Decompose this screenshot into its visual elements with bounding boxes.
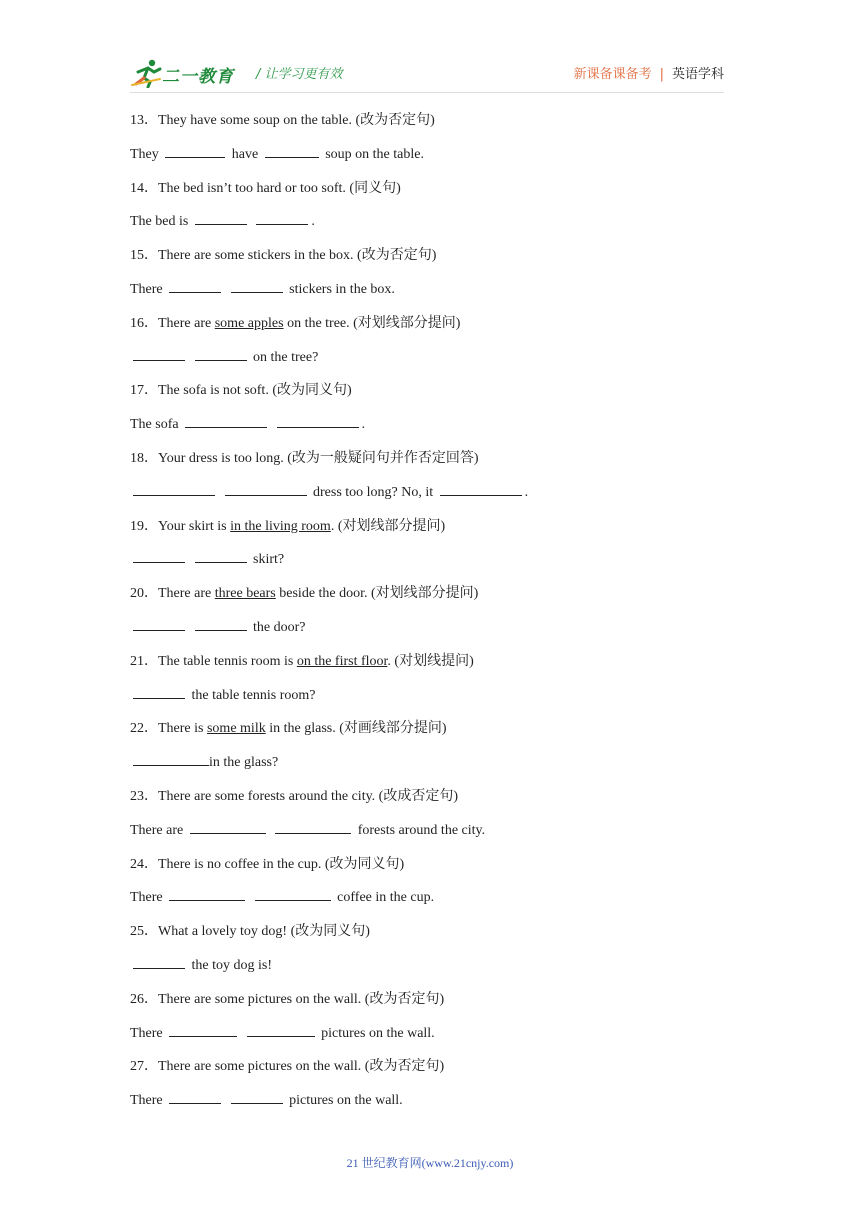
text-segment: 15．There are some stickers in the box. (改为否定句): [130, 248, 437, 264]
logo-text: 二一教育: [162, 67, 234, 87]
header-separator: |: [659, 67, 664, 82]
question-line: [130, 244, 730, 278]
text-segment: 13．They have some soup on the table. (改为否定句): [130, 113, 435, 128]
text-segment: on the tree?: [253, 349, 319, 365]
text-segment: The sofa: [130, 417, 179, 433]
text-segment: have: [231, 146, 259, 162]
text-segment: the toy dog is!: [191, 957, 272, 973]
slogan: / 让学习更有效: [256, 67, 343, 82]
answer-blank[interactable]: [231, 1089, 283, 1104]
text-segment: the table tennis room?: [191, 687, 316, 703]
question-line: [130, 582, 730, 616]
question-line: [130, 515, 730, 549]
answer-line: [130, 751, 730, 785]
underlined-phrase: some apples: [214, 315, 284, 331]
text-segment: 23．There are some forests around the city. (改成否定句): [130, 788, 458, 804]
text-segment: There are: [130, 822, 184, 838]
page-header: [130, 58, 724, 88]
answer-blank[interactable]: [440, 481, 522, 496]
text-segment: pictures on the wall.: [289, 1093, 403, 1109]
text-segment: 19．Your skirt is: [130, 518, 231, 534]
answer-line: [130, 413, 730, 447]
text-segment: the door?: [253, 619, 306, 635]
text-segment: There: [130, 1025, 163, 1041]
header-divider: [130, 92, 724, 93]
text-segment: forests around the city.: [357, 822, 486, 838]
text-segment: . (对划线提问): [387, 653, 474, 669]
answer-line: [130, 346, 730, 380]
answer-line: [130, 684, 730, 718]
question-line: [130, 1055, 730, 1089]
answer-blank[interactable]: [265, 143, 319, 158]
underlined-phrase: in the living room: [230, 518, 331, 534]
answer-blank[interactable]: [255, 886, 331, 901]
text-segment: 16．There are: [130, 315, 215, 331]
answer-blank[interactable]: [190, 819, 266, 834]
text-segment: There: [130, 890, 163, 906]
answer-blank[interactable]: [169, 278, 221, 293]
answer-line: [130, 616, 730, 650]
answer-blank[interactable]: [133, 954, 185, 969]
answer-line: [130, 886, 730, 920]
text-segment: on the tree. (对划线部分提问): [283, 315, 461, 331]
answer-blank[interactable]: [225, 481, 307, 496]
answer-line: [130, 481, 730, 515]
answer-blank[interactable]: [275, 819, 351, 834]
underlined-phrase: some milk: [206, 721, 266, 737]
text-segment: 18．Your dress is too long. (改为一般疑问句并作否定回答): [130, 450, 479, 466]
answer-line: [130, 143, 730, 177]
text-segment: 27．There are some pictures on the wall. (改为否定句): [130, 1059, 445, 1075]
text-segment: .: [361, 417, 366, 433]
answer-blank[interactable]: [169, 1022, 237, 1037]
answer-blank[interactable]: [277, 413, 359, 428]
answer-line: [130, 819, 730, 853]
question-line: [130, 447, 730, 481]
underlined-phrase: three bears: [214, 586, 276, 602]
answer-blank[interactable]: [133, 751, 209, 766]
answer-blank[interactable]: [133, 481, 215, 496]
answer-line: [130, 1022, 730, 1056]
question-line: [130, 785, 730, 819]
question-line: [130, 312, 730, 346]
question-line: [130, 920, 730, 954]
answer-blank[interactable]: [195, 548, 247, 563]
question-line: [130, 109, 730, 143]
text-segment: in the glass. (对画线部分提问): [265, 721, 447, 737]
answer-blank[interactable]: [256, 210, 308, 225]
answer-line: [130, 278, 730, 312]
answer-blank[interactable]: [169, 886, 245, 901]
question-line: [130, 177, 730, 211]
answer-line: [130, 954, 730, 988]
text-segment: .: [524, 484, 529, 500]
text-segment: beside the door. (对划线部分提问): [275, 586, 479, 602]
text-segment: in the glass?: [209, 755, 279, 771]
runner-logo-icon: [130, 58, 164, 88]
answer-blank[interactable]: [195, 210, 247, 225]
text-segment: 25．What a lovely toy dog! (改为同义句): [130, 924, 370, 940]
answer-blank[interactable]: [133, 548, 185, 563]
text-segment: There: [130, 281, 163, 297]
header-subject-label: 英语学科: [671, 67, 724, 82]
answer-blank[interactable]: [195, 616, 247, 631]
page-footer: 21 世纪教育网(www.21cnjy.com): [346, 1156, 514, 1170]
question-line: [130, 988, 730, 1022]
text-segment: They: [130, 146, 159, 162]
answer-blank[interactable]: [247, 1022, 315, 1037]
question-line: [130, 379, 730, 413]
question-line: [130, 853, 730, 887]
answer-blank[interactable]: [133, 346, 185, 361]
header-course-label: 新课备课备考: [573, 67, 652, 82]
text-segment: 21．The table tennis room is: [130, 653, 297, 669]
answer-line: [130, 548, 730, 582]
text-segment: 17．The sofa is not soft. (改为同义句): [130, 383, 352, 399]
text-segment: 24．There is no coffee in the cup. (改为同义句): [130, 856, 405, 872]
answer-blank[interactable]: [231, 278, 283, 293]
question-line: [130, 717, 730, 751]
answer-line: [130, 1089, 730, 1123]
text-segment: 20．There are: [130, 586, 215, 602]
text-segment: pictures on the wall.: [321, 1025, 435, 1041]
answer-blank[interactable]: [133, 684, 185, 699]
text-segment: dress too long? No, it: [313, 484, 434, 500]
text-segment: soup on the table.: [325, 146, 424, 162]
text-segment: 22．There is: [130, 721, 207, 737]
answer-blank[interactable]: [195, 346, 247, 361]
text-segment: skirt?: [253, 552, 285, 568]
text-segment: 26．There are some pictures on the wall. (改为否定句): [130, 991, 445, 1007]
underlined-phrase: on the first floor: [296, 653, 388, 669]
text-segment: The bed is: [130, 214, 189, 230]
answer-blank[interactable]: [169, 1089, 221, 1104]
text-segment: .: [311, 214, 315, 230]
text-segment: coffee in the cup.: [337, 890, 435, 906]
text-segment: stickers in the box.: [289, 281, 395, 297]
text-segment: There: [130, 1093, 163, 1109]
question-line: [130, 650, 730, 684]
header-right: [574, 63, 724, 82]
answer-blank[interactable]: [185, 413, 267, 428]
answer-blank[interactable]: [133, 616, 185, 631]
text-segment: . (对划线部分提问): [330, 518, 446, 534]
answer-blank[interactable]: [165, 143, 225, 158]
text-segment: 14．The bed isn’t too hard or too soft. (同义句): [130, 180, 401, 196]
exercise-list: [130, 109, 730, 1123]
answer-line: [130, 210, 730, 244]
